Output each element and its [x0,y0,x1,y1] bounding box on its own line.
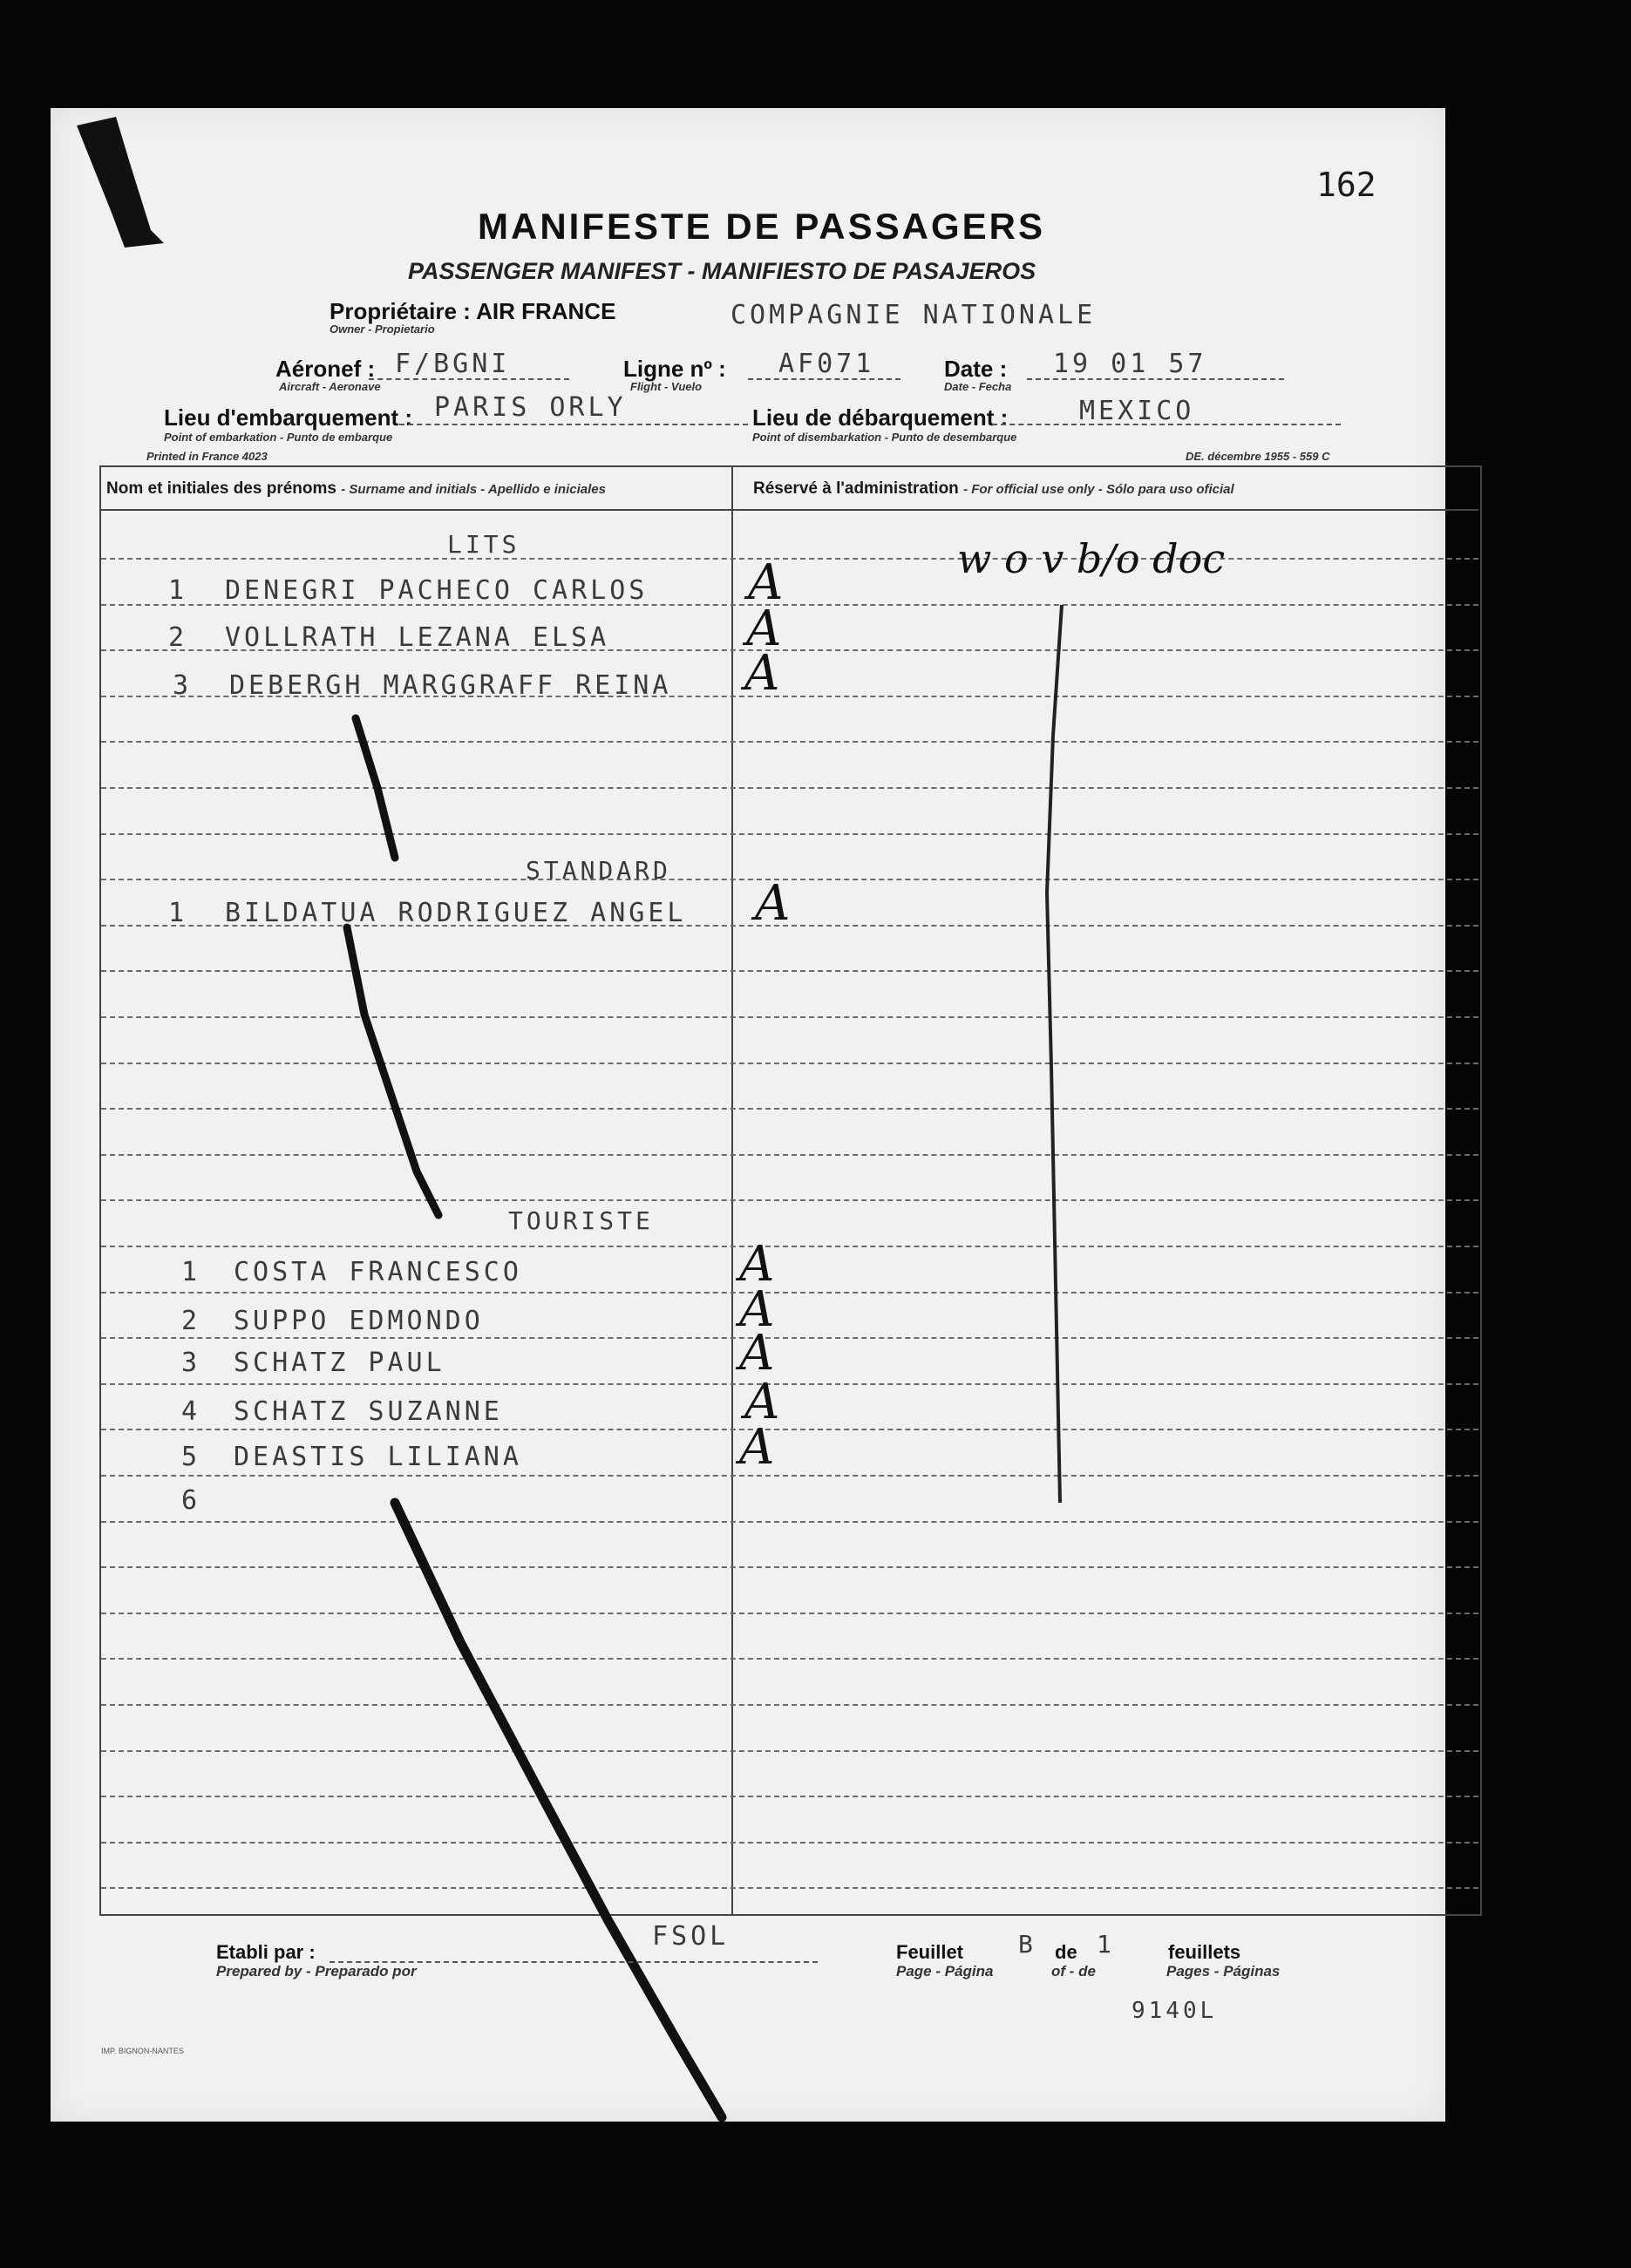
passenger-name: SCHATZ SUZANNE [234,1396,503,1427]
col2-header-sub: - For official use only - Sólo para uso oficial [963,482,1234,497]
of-sub: of - de [1051,1963,1096,1979]
printed-in-note: Printed in France 4023 [146,450,268,463]
date-value: 19 01 57 [1053,349,1207,379]
passenger-name: DENEGRI PACHECO CARLOS [225,575,649,606]
section-heading-standard: STANDARD [526,856,671,885]
owner-label: Propriétaire : AIR FRANCE [330,298,616,324]
owner-sublabel: Owner - Propietario [330,323,435,336]
passenger-number: 1 [168,575,188,606]
page-title: MANIFESTE DE PASSAGERS [478,206,1045,247]
passenger-number: 3 [173,670,193,701]
footer-stamp: 9140L [1132,1998,1218,2024]
flight-value: AF071 [778,349,875,379]
admin-mark: A [755,875,791,932]
embarkation-label: Lieu d'embarquement : [164,404,412,431]
passenger-name: SCHATZ PAUL [234,1348,445,1378]
admin-mark: A [748,554,784,611]
aircraft-label: Aéronef : [275,356,376,382]
passenger-name: DEASTIS LILIANA [234,1442,522,1472]
col2-header-label: Réservé à l'administration [753,479,959,498]
admin-mark: A [739,1419,775,1476]
section-heading-lits: LITS [447,530,520,559]
passenger-number: 2 [181,1306,201,1336]
passenger-number: 4 [181,1396,201,1427]
passenger-name: VOLLRATH LEZANA ELSA [225,622,610,653]
passenger-name: DEBERGH MARGGRAFF REINA [229,670,672,701]
embarkation-sublabel: Point of embarkation - Punto de embarque [164,431,393,444]
admin-mark: A [744,1374,780,1430]
printer-mark: IMP. BIGNON-NANTES [101,2047,184,2055]
sheet-label: Feuillet [896,1941,964,1963]
page-number: 162 [1316,166,1376,204]
admin-mark: A [739,1325,775,1382]
sheet-value: B [1018,1930,1036,1959]
disembarkation-sublabel: Point of disembarkation - Punto de desembarque [752,431,1017,444]
passenger-name: SUPPO EDMONDO [234,1306,484,1336]
flight-label: Ligne nº : [623,356,726,382]
admin-mark: A [746,601,782,657]
date-sublabel: Date - Fecha [944,380,1012,393]
admin-mark: A [744,645,780,702]
disembarkation-label: Lieu de débarquement : [752,404,1009,431]
prepared-by-line [330,1961,818,1963]
col1-header-sub: - Surname and initials - Apellido e iniciales [341,482,606,497]
aircraft-sublabel: Aircraft - Aeronave [279,380,381,393]
aircraft-value: F/BGNI [395,349,511,379]
page-subtitle: PASSENGER MANIFEST - MANIFIESTO DE PASAJEROS [408,258,1036,284]
embarkation-value: PARIS ORLY [434,392,627,423]
sheets-sub: Pages - Páginas [1166,1963,1281,1979]
pen-strokes [51,108,1445,2122]
owner-value: COMPAGNIE NATIONALE [731,300,1097,330]
col1-header-label: Nom et initiales des prénoms [106,479,336,498]
section-heading-touriste: TOURISTE [508,1206,654,1235]
passenger-name: BILDATUA RODRIGUEZ ANGEL [225,898,687,928]
passenger-number: 6 [181,1485,201,1516]
manifest-sheet [51,108,1445,2122]
of-value: 1 [1097,1930,1115,1959]
prepared-by-value: FSOL [652,1921,730,1952]
date-label: Date : [944,356,1008,382]
passenger-number: 1 [168,898,188,928]
prepared-by-sub: Prepared by - Preparado por [216,1963,417,1979]
passenger-name: COSTA FRANCESCO [234,1257,522,1287]
form-reference: DE. décembre 1955 - 559 C [1186,450,1330,463]
admin-mark: A [739,1281,775,1338]
sheet-sub: Page - Página [896,1963,994,1979]
passenger-number: 1 [181,1257,201,1287]
admin-handwritten-note: w o v b/o doc [957,535,1226,582]
passenger-number: 2 [168,622,188,653]
passenger-number: 5 [181,1442,201,1472]
admin-mark: A [739,1236,775,1293]
of-label: de [1055,1941,1077,1963]
sheets-label: feuillets [1168,1941,1241,1963]
flight-sublabel: Flight - Vuelo [630,380,703,393]
passenger-number: 3 [181,1348,201,1378]
disembarkation-value: MEXICO [1079,396,1195,426]
prepared-by-label: Etabli par : [216,1941,316,1963]
